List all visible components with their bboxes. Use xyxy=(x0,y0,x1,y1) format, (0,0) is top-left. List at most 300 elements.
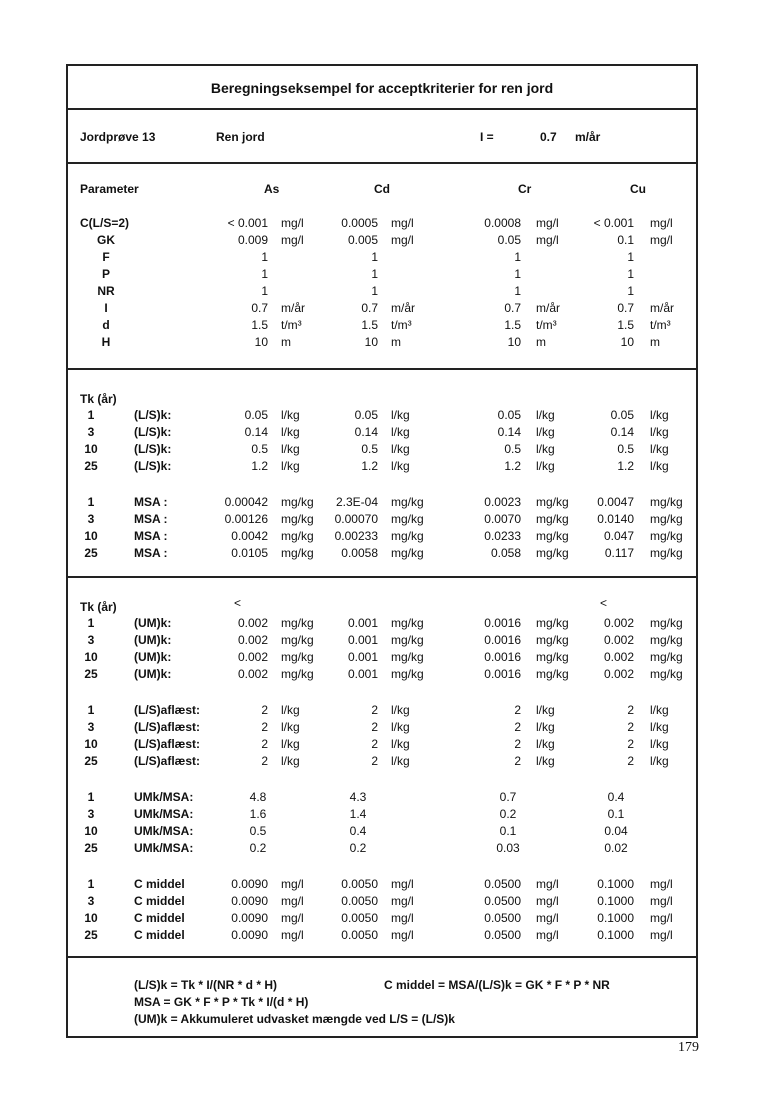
param-value: 1 xyxy=(514,284,521,298)
row-label: (L/S)aflæst: xyxy=(134,720,200,734)
param-value: 1 xyxy=(261,284,268,298)
cell-value: 0.5 xyxy=(361,442,378,456)
row-label: C middel xyxy=(134,877,185,891)
cell-value: 0.0023 xyxy=(484,495,521,509)
ratio-value: 0.03 xyxy=(496,841,520,855)
row-label: (UM)k: xyxy=(134,616,172,630)
cell-unit: l/kg xyxy=(391,408,410,422)
row-label: MSA : xyxy=(134,512,168,526)
tk-value: 10 xyxy=(84,529,98,543)
cell-unit: mg/kg xyxy=(391,546,424,560)
tk-value: 1 xyxy=(87,495,95,509)
cell-unit: l/kg xyxy=(650,703,669,717)
cell-unit: mg/kg xyxy=(281,546,314,560)
cell-unit: l/kg xyxy=(536,442,555,456)
cell-unit: mg/l xyxy=(650,877,673,891)
cell-value: 0.0058 xyxy=(341,546,378,560)
cell-unit: l/kg xyxy=(536,459,555,473)
cell-unit: mg/kg xyxy=(650,512,683,526)
formula-um-k: (UM)k = Akkumuleret udvasket mængde ved L/S = (L/S)k xyxy=(134,1012,455,1026)
param-unit: m/år xyxy=(391,301,415,315)
soil-label: Ren jord xyxy=(216,130,265,144)
cell-unit: mg/kg xyxy=(391,667,424,681)
cell-value: 0.001 xyxy=(347,633,378,647)
tk-value: 10 xyxy=(84,737,98,751)
cell-value: 0.002 xyxy=(237,667,268,681)
cell-unit: l/kg xyxy=(281,754,300,768)
cell-value: 0.0050 xyxy=(341,911,378,925)
row-label: UMk/MSA: xyxy=(134,807,194,821)
param-value: 1.5 xyxy=(251,318,268,332)
cell-value: 0.117 xyxy=(604,546,634,560)
cell-value: 2.3E-04 xyxy=(335,495,378,509)
cell-unit: mg/l xyxy=(281,911,304,925)
tk-value: 1 xyxy=(87,790,95,804)
tk-value: 3 xyxy=(87,807,95,821)
cell-value: 0.5 xyxy=(251,442,268,456)
param-value: 0.7 xyxy=(361,301,378,315)
row-label: (L/S)k: xyxy=(134,425,172,439)
cell-unit: mg/kg xyxy=(536,512,569,526)
cell-value: 2 xyxy=(514,737,521,751)
tk-value: 1 xyxy=(87,616,95,630)
cell-value: 1.2 xyxy=(617,459,634,473)
cell-value: 0.5 xyxy=(504,442,521,456)
cell-value: 0.058 xyxy=(490,546,521,560)
cell-unit: l/kg xyxy=(281,442,300,456)
cell-unit: mg/kg xyxy=(536,546,569,560)
tk-value: 25 xyxy=(84,667,98,681)
param-unit: m xyxy=(650,335,660,349)
cell-unit: l/kg xyxy=(391,754,410,768)
cell-unit: mg/l xyxy=(281,928,304,942)
cell-unit: l/kg xyxy=(281,459,300,473)
row-label: MSA : xyxy=(134,495,168,509)
param-value: 1 xyxy=(371,284,378,298)
tk-value: 25 xyxy=(84,754,98,768)
cell-unit: mg/kg xyxy=(281,512,314,526)
accumulated-section xyxy=(68,578,696,958)
cell-value: 0.0105 xyxy=(231,546,268,560)
cell-unit: mg/kg xyxy=(536,495,569,509)
cell-unit: l/kg xyxy=(650,459,669,473)
cell-value: 2 xyxy=(261,720,268,734)
cell-unit: mg/l xyxy=(536,877,559,891)
cell-unit: mg/l xyxy=(650,928,673,942)
cell-value: 0.0016 xyxy=(484,633,521,647)
cell-unit: mg/kg xyxy=(281,529,314,543)
cell-value: 0.14 xyxy=(497,425,521,439)
ratio-value: 0.5 xyxy=(249,824,267,838)
page-number: 179 xyxy=(678,1040,699,1055)
param-unit: mg/l xyxy=(391,216,414,230)
param-value: 0.7 xyxy=(617,301,634,315)
tk-header: Tk (år) xyxy=(80,600,117,614)
cell-unit: mg/kg xyxy=(391,633,424,647)
cell-value: 2 xyxy=(371,754,378,768)
cell-value: 0.00233 xyxy=(334,529,378,543)
tk-value: 1 xyxy=(87,408,95,422)
ratio-value: 1.6 xyxy=(249,807,267,821)
cell-unit: mg/kg xyxy=(650,495,683,509)
param-unit: mg/l xyxy=(650,233,673,247)
param-unit: mg/l xyxy=(391,233,414,247)
cell-unit: l/kg xyxy=(536,720,555,734)
param-label: d xyxy=(102,318,110,332)
row-label: (UM)k: xyxy=(134,650,172,664)
cell-value: 0.14 xyxy=(244,425,268,439)
i-label: I = xyxy=(480,130,494,144)
cell-value: 2 xyxy=(627,737,634,751)
cell-unit: mg/l xyxy=(536,928,559,942)
tk-value: 3 xyxy=(87,512,95,526)
cell-unit: l/kg xyxy=(536,703,555,717)
sample-section xyxy=(68,110,696,164)
cell-value: 1.2 xyxy=(251,459,268,473)
param-value: 0.1 xyxy=(617,233,634,247)
cell-unit: l/kg xyxy=(536,754,555,768)
column-header-cu: Cu xyxy=(630,182,646,196)
param-value: 1.5 xyxy=(617,318,634,332)
title-section xyxy=(68,66,696,110)
cell-value: 0.002 xyxy=(237,650,268,664)
param-unit: mg/l xyxy=(650,216,673,230)
cell-unit: mg/kg xyxy=(650,650,683,664)
column-header-cd: Cd xyxy=(374,182,390,196)
row-label: UMk/MSA: xyxy=(134,841,194,855)
param-label: NR xyxy=(97,284,115,298)
cell-unit: mg/l xyxy=(391,877,414,891)
less-than-mark: < xyxy=(234,596,242,610)
parameter-section xyxy=(68,164,696,370)
cell-value: 2 xyxy=(261,703,268,717)
param-unit: t/m³ xyxy=(536,318,557,332)
cell-unit: mg/kg xyxy=(281,633,314,647)
ratio-value: 0.04 xyxy=(604,824,628,838)
page-title: Beregningseksempel for acceptkriterier for ren jord xyxy=(210,80,554,96)
cell-value: 0.002 xyxy=(603,616,634,630)
cell-unit: mg/kg xyxy=(281,616,314,630)
cell-value: 0.05 xyxy=(610,408,634,422)
row-label: (UM)k: xyxy=(134,633,172,647)
param-value: 1 xyxy=(261,250,268,264)
param-label: C(L/S=2) xyxy=(80,216,130,230)
param-value: 1.5 xyxy=(361,318,378,332)
cell-unit: mg/kg xyxy=(281,667,314,681)
param-value: 10 xyxy=(364,335,378,349)
ratio-value: 0.4 xyxy=(607,790,625,804)
param-unit: m/år xyxy=(536,301,560,315)
cell-value: 0.001 xyxy=(347,667,378,681)
cell-unit: mg/l xyxy=(391,894,414,908)
cell-value: 0.0090 xyxy=(231,911,268,925)
cell-value: 2 xyxy=(627,754,634,768)
cell-unit: l/kg xyxy=(391,703,410,717)
param-value: 0.0005 xyxy=(341,216,378,230)
cell-unit: mg/kg xyxy=(281,650,314,664)
cell-value: 2 xyxy=(261,754,268,768)
param-label: F xyxy=(102,250,110,264)
cell-value: 0.0233 xyxy=(484,529,521,543)
cell-value: 0.0050 xyxy=(341,928,378,942)
tk-value: 10 xyxy=(84,650,98,664)
param-value: 1 xyxy=(514,267,521,281)
cell-value: 0.002 xyxy=(237,633,268,647)
cell-value: 0.14 xyxy=(354,425,378,439)
param-label: H xyxy=(101,335,111,349)
cell-unit: l/kg xyxy=(281,737,300,751)
cell-unit: mg/kg xyxy=(536,650,569,664)
i-unit: m/år xyxy=(575,130,601,144)
leaching-msa-section xyxy=(68,370,696,578)
param-label: P xyxy=(101,267,110,281)
cell-value: 2 xyxy=(514,754,521,768)
cell-unit: l/kg xyxy=(391,737,410,751)
row-label: C middel xyxy=(134,928,185,942)
calculation-table xyxy=(66,64,698,1038)
cell-value: 0.0500 xyxy=(484,894,521,908)
tk-value: 25 xyxy=(84,841,98,855)
param-value: 1 xyxy=(627,267,634,281)
row-label: (L/S)k: xyxy=(134,459,172,473)
row-label: MSA : xyxy=(134,529,168,543)
ratio-value: 0.2 xyxy=(499,807,517,821)
cell-value: 0.002 xyxy=(603,650,634,664)
param-value: < 0.001 xyxy=(593,216,634,230)
cell-unit: mg/l xyxy=(536,894,559,908)
cell-unit: l/kg xyxy=(281,703,300,717)
tk-value: 10 xyxy=(84,824,98,838)
param-unit: mg/l xyxy=(281,233,304,247)
param-value: 1 xyxy=(627,284,634,298)
ratio-value: 4.3 xyxy=(349,790,367,804)
row-label: UMk/MSA: xyxy=(134,790,194,804)
row-label: (L/S)aflæst: xyxy=(134,754,200,768)
cell-value: 0.0016 xyxy=(484,667,521,681)
cell-value: 0.001 xyxy=(347,616,378,630)
cell-value: 0.0090 xyxy=(231,928,268,942)
tk-value: 3 xyxy=(87,633,95,647)
cell-value: 0.1000 xyxy=(597,928,634,942)
parameter-header: Parameter xyxy=(80,182,139,196)
param-unit: m/år xyxy=(281,301,305,315)
param-unit: m xyxy=(391,335,401,349)
cell-value: 0.002 xyxy=(237,616,268,630)
cell-value: 0.0140 xyxy=(597,512,634,526)
tk-value: 1 xyxy=(87,703,95,717)
ratio-value: 0.1 xyxy=(499,824,517,838)
param-value: 1 xyxy=(371,267,378,281)
cell-value: 2 xyxy=(627,703,634,717)
row-label: (UM)k: xyxy=(134,667,172,681)
ratio-value: 0.02 xyxy=(604,841,628,855)
cell-unit: mg/l xyxy=(650,894,673,908)
cell-value: 0.00126 xyxy=(224,512,268,526)
sample-label: Jordprøve 13 xyxy=(80,130,156,144)
cell-unit: l/kg xyxy=(650,720,669,734)
cell-unit: mg/kg xyxy=(536,529,569,543)
cell-unit: l/kg xyxy=(536,408,555,422)
param-unit: mg/l xyxy=(536,216,559,230)
tk-value: 3 xyxy=(87,425,95,439)
ratio-value: 1.4 xyxy=(349,807,367,821)
cell-unit: l/kg xyxy=(281,425,300,439)
ratio-value: 0.4 xyxy=(349,824,367,838)
row-label: (L/S)aflæst: xyxy=(134,703,200,717)
cell-unit: mg/kg xyxy=(391,529,424,543)
param-unit: m xyxy=(536,335,546,349)
cell-value: 0.1000 xyxy=(597,894,634,908)
cell-value: 2 xyxy=(371,737,378,751)
cell-value: 0.1000 xyxy=(597,911,634,925)
cell-value: 0.001 xyxy=(347,650,378,664)
cell-unit: l/kg xyxy=(391,425,410,439)
cell-unit: mg/kg xyxy=(650,667,683,681)
tk-value: 3 xyxy=(87,894,95,908)
cell-value: 0.002 xyxy=(603,667,634,681)
cell-value: 1.2 xyxy=(504,459,521,473)
cell-unit: l/kg xyxy=(650,425,669,439)
cell-value: 0.00070 xyxy=(334,512,378,526)
row-label: (L/S)k: xyxy=(134,408,172,422)
param-unit: m xyxy=(281,335,291,349)
param-unit: t/m³ xyxy=(281,318,302,332)
ratio-value: 0.7 xyxy=(499,790,517,804)
param-unit: mg/l xyxy=(536,233,559,247)
ratio-value: 4.8 xyxy=(249,790,267,804)
cell-unit: l/kg xyxy=(281,408,300,422)
param-label: GK xyxy=(97,233,115,247)
cell-unit: mg/l xyxy=(391,911,414,925)
cell-value: 0.0042 xyxy=(231,529,268,543)
cell-unit: mg/kg xyxy=(391,495,424,509)
param-label: I xyxy=(104,301,108,315)
cell-value: 1.2 xyxy=(361,459,378,473)
cell-value: 0.0500 xyxy=(484,928,521,942)
cell-value: 0.0016 xyxy=(484,650,521,664)
row-label: (L/S)aflæst: xyxy=(134,737,200,751)
tk-value: 25 xyxy=(84,459,98,473)
param-value: 0.05 xyxy=(497,233,521,247)
cell-value: 0.0500 xyxy=(484,911,521,925)
param-value: 1 xyxy=(514,250,521,264)
cell-unit: l/kg xyxy=(650,408,669,422)
row-label: UMk/MSA: xyxy=(134,824,194,838)
row-label: (L/S)k: xyxy=(134,442,172,456)
cell-unit: mg/kg xyxy=(650,633,683,647)
cell-value: 0.047 xyxy=(603,529,634,543)
formula-c-middel: C middel = MSA/(L/S)k = GK * F * P * NR xyxy=(384,978,610,992)
param-value: 0.005 xyxy=(347,233,378,247)
tk-header: Tk (år) xyxy=(80,392,117,406)
param-value: 10 xyxy=(620,335,634,349)
cell-unit: mg/kg xyxy=(536,667,569,681)
row-label: MSA : xyxy=(134,546,168,560)
cell-unit: mg/l xyxy=(650,911,673,925)
cell-unit: l/kg xyxy=(391,459,410,473)
cell-unit: l/kg xyxy=(391,720,410,734)
param-unit: t/m³ xyxy=(391,318,412,332)
less-than-mark: < xyxy=(600,596,608,610)
cell-value: 0.5 xyxy=(617,442,634,456)
param-unit: m/år xyxy=(650,301,674,315)
column-header-as: As xyxy=(264,182,280,196)
param-unit: t/m³ xyxy=(650,318,671,332)
cell-unit: l/kg xyxy=(281,720,300,734)
param-value: 10 xyxy=(254,335,268,349)
cell-unit: mg/kg xyxy=(650,546,683,560)
cell-value: 2 xyxy=(371,703,378,717)
param-value: 0.0008 xyxy=(484,216,521,230)
cell-unit: mg/kg xyxy=(650,616,683,630)
tk-value: 25 xyxy=(84,928,98,942)
param-value: 0.009 xyxy=(237,233,268,247)
cell-value: 2 xyxy=(627,720,634,734)
param-value: 1 xyxy=(261,267,268,281)
param-value: 1 xyxy=(627,250,634,264)
cell-value: 0.05 xyxy=(244,408,268,422)
cell-unit: mg/l xyxy=(536,911,559,925)
cell-value: 0.0016 xyxy=(484,616,521,630)
cell-unit: l/kg xyxy=(650,442,669,456)
cell-unit: mg/kg xyxy=(391,512,424,526)
tk-value: 1 xyxy=(87,877,95,891)
cell-unit: mg/kg xyxy=(650,529,683,543)
cell-value: 0.0050 xyxy=(341,894,378,908)
param-value: < 0.001 xyxy=(227,216,268,230)
ratio-value: 0.2 xyxy=(349,841,367,855)
cell-unit: l/kg xyxy=(650,737,669,751)
cell-unit: l/kg xyxy=(391,442,410,456)
cell-value: 2 xyxy=(261,737,268,751)
cell-unit: l/kg xyxy=(536,737,555,751)
param-value: 10 xyxy=(507,335,521,349)
tk-value: 3 xyxy=(87,720,95,734)
cell-unit: mg/l xyxy=(281,894,304,908)
tk-value: 10 xyxy=(84,442,98,456)
cell-value: 2 xyxy=(371,720,378,734)
row-label: C middel xyxy=(134,894,185,908)
cell-value: 0.0500 xyxy=(484,877,521,891)
cell-unit: l/kg xyxy=(536,425,555,439)
cell-unit: mg/kg xyxy=(391,650,424,664)
cell-unit: l/kg xyxy=(650,754,669,768)
cell-unit: mg/kg xyxy=(536,633,569,647)
cell-value: 0.00042 xyxy=(224,495,268,509)
cell-value: 0.0050 xyxy=(341,877,378,891)
cell-unit: mg/kg xyxy=(536,616,569,630)
param-value: 0.7 xyxy=(251,301,268,315)
cell-value: 0.0070 xyxy=(484,512,521,526)
param-value: 1 xyxy=(371,250,378,264)
cell-unit: mg/kg xyxy=(391,616,424,630)
cell-value: 0.14 xyxy=(610,425,634,439)
formula-section xyxy=(68,958,696,1038)
i-value: 0.7 xyxy=(540,130,557,144)
cell-unit: mg/l xyxy=(391,928,414,942)
param-value: 1.5 xyxy=(504,318,521,332)
cell-value: 0.1000 xyxy=(597,877,634,891)
row-label: C middel xyxy=(134,911,185,925)
column-header-cr: Cr xyxy=(518,182,532,196)
cell-value: 0.05 xyxy=(354,408,378,422)
cell-unit: mg/kg xyxy=(281,495,314,509)
cell-unit: mg/l xyxy=(281,877,304,891)
cell-value: 0.002 xyxy=(603,633,634,647)
ratio-value: 0.1 xyxy=(607,807,625,821)
param-unit: mg/l xyxy=(281,216,304,230)
cell-value: 0.0047 xyxy=(597,495,634,509)
